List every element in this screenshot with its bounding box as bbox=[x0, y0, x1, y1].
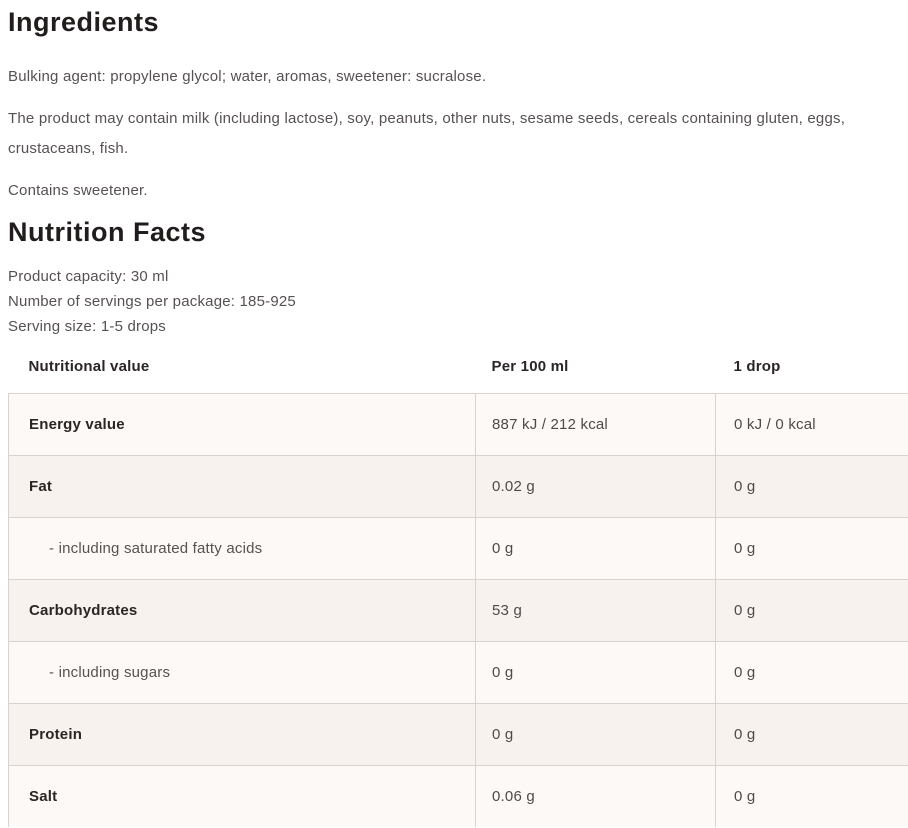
table-row-salt bbox=[9, 765, 908, 827]
drop-value: 0 g bbox=[716, 703, 908, 765]
table-row-carbohydrates bbox=[9, 579, 908, 641]
serving-size-text: Serving size: 1-5 drops bbox=[8, 318, 167, 335]
drop-value: 0 g bbox=[716, 641, 908, 703]
per100-value: 0 g bbox=[476, 641, 716, 703]
nutrient-label: Protein bbox=[9, 703, 476, 765]
nutrient-label: Energy value bbox=[9, 393, 476, 455]
nutrition-facts-title: Nutrition Facts bbox=[8, 217, 207, 247]
drop-value: 0 g bbox=[716, 579, 908, 641]
nutrient-label: Fat bbox=[9, 455, 476, 517]
header-per-100ml: Per 100 ml bbox=[476, 341, 716, 393]
drop-value: 0 g bbox=[716, 765, 908, 827]
ingredients-composition-text: Bulking agent: propylene glycol; water, aromas, sweetener: sucralose. bbox=[8, 68, 487, 85]
per100-value: 0 g bbox=[476, 517, 716, 579]
nutrient-sublabel: - including saturated fatty acids bbox=[9, 517, 476, 579]
nutrient-sublabel: - including sugars bbox=[9, 641, 476, 703]
serving-info bbox=[8, 264, 908, 339]
per100-value: 887 kJ / 212 kcal bbox=[476, 393, 716, 455]
header-1-drop: 1 drop bbox=[716, 341, 908, 393]
per100-value: 0 g bbox=[476, 703, 716, 765]
table-row-protein bbox=[9, 703, 908, 765]
ingredients-title: Ingredients bbox=[8, 7, 160, 37]
table-row-fat bbox=[9, 455, 908, 517]
table-row-sugars bbox=[9, 641, 908, 703]
drop-value: 0 g bbox=[716, 455, 908, 517]
product-capacity-text: Product capacity: 30 ml bbox=[8, 268, 169, 285]
sweetener-notice-text: Contains sweetener. bbox=[8, 182, 148, 199]
table-row-energy bbox=[9, 393, 908, 455]
drop-value: 0 kJ / 0 kcal bbox=[716, 393, 908, 455]
header-nutritional-value: Nutritional value bbox=[9, 341, 476, 393]
nutrient-label: Salt bbox=[9, 765, 476, 827]
servings-per-package-text: Number of servings per package: 185-925 bbox=[8, 293, 296, 310]
drop-value: 0 g bbox=[716, 517, 908, 579]
nutrient-label: Carbohydrates bbox=[9, 579, 476, 641]
allergen-warning-text: The product may contain milk (including lactose), soy, peanuts, other nuts, sesame seeds, cereals containing gluten, eggs, crustaceans, fish. bbox=[8, 110, 846, 157]
table-header-row bbox=[9, 341, 908, 393]
table-row-saturated-fat bbox=[9, 517, 908, 579]
nutrition-table bbox=[8, 341, 908, 827]
per100-value: 0.02 g bbox=[476, 455, 716, 517]
per100-value: 53 g bbox=[476, 579, 716, 641]
per100-value: 0.06 g bbox=[476, 765, 716, 827]
